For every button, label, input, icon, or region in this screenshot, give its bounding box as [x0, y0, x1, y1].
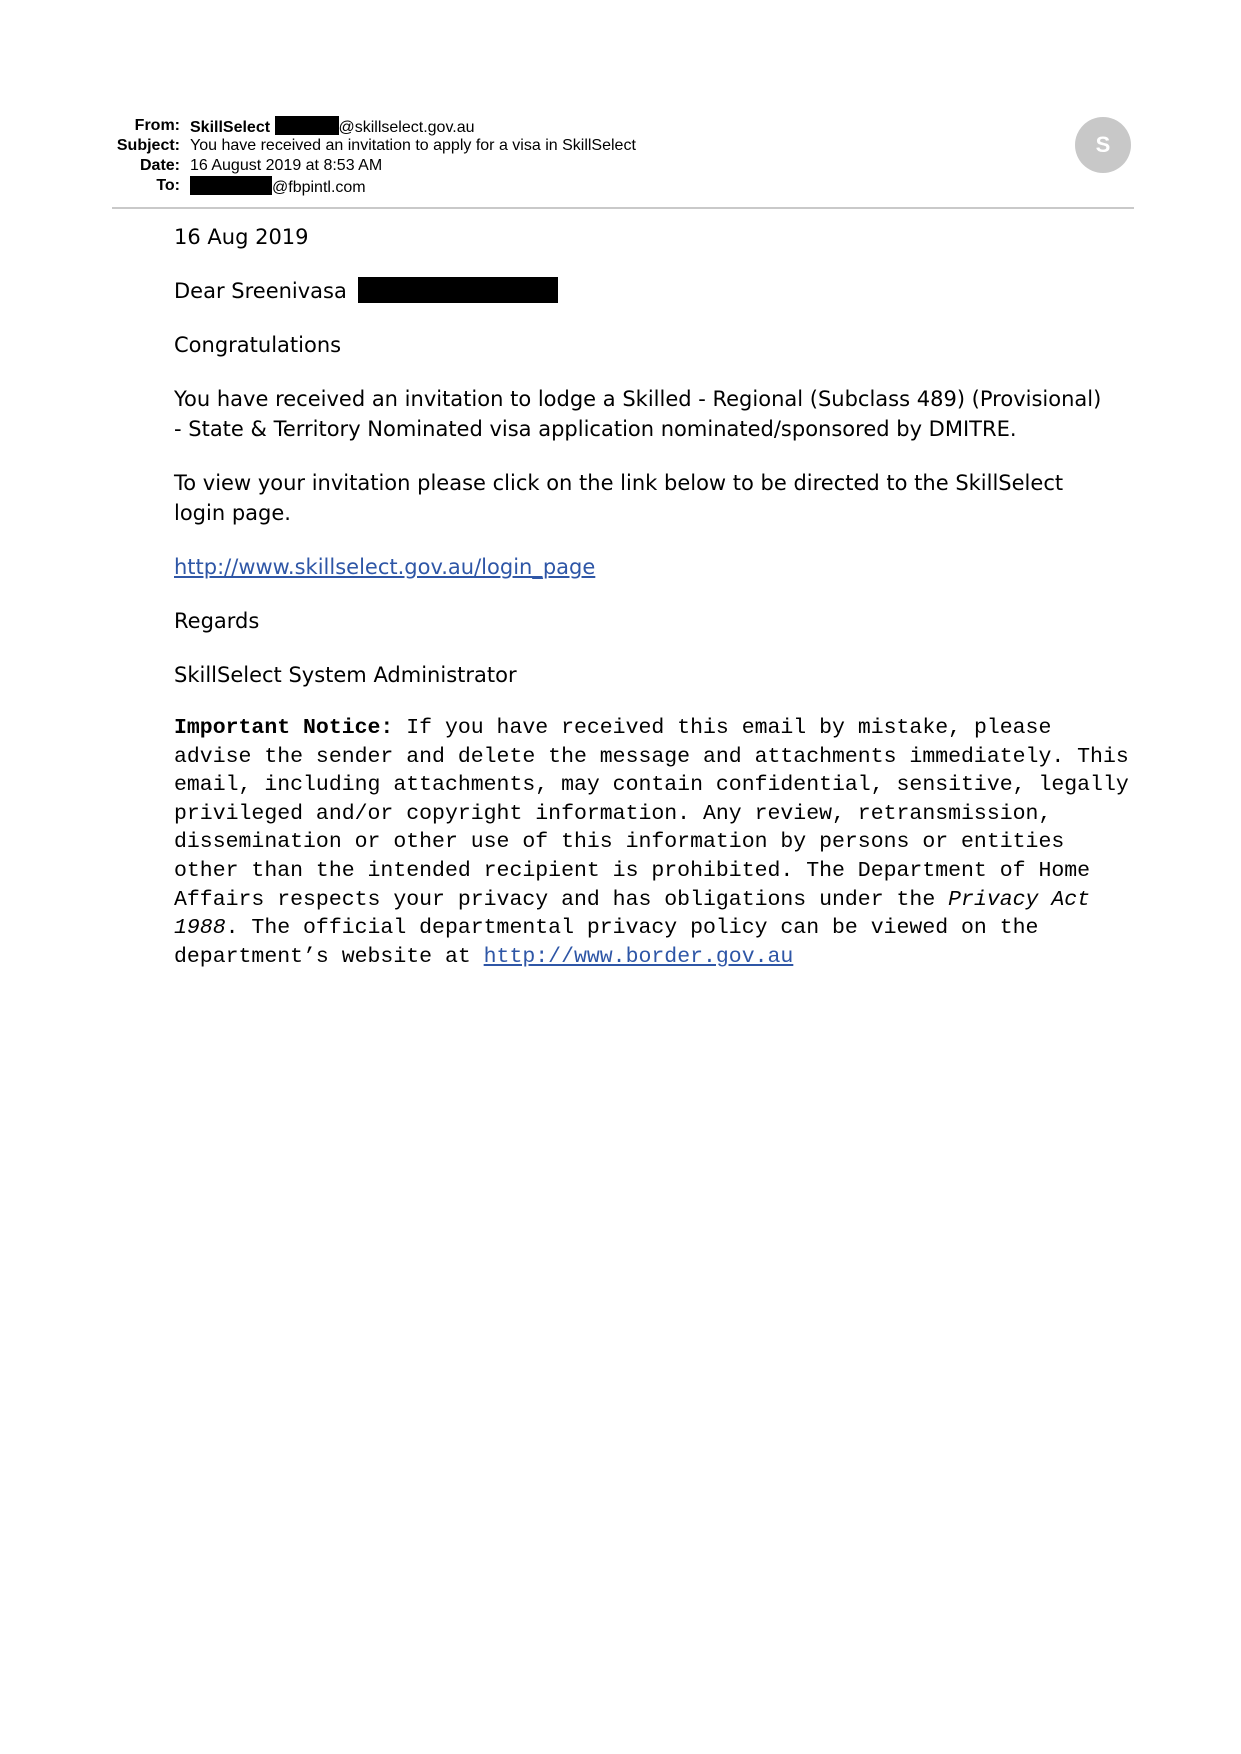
- from-label: From:: [134, 117, 180, 134]
- from-domain: @skillselect.gov.au: [338, 119, 475, 136]
- email-body: [174, 222, 1129, 971]
- to-label: To:: [156, 177, 180, 194]
- notice-text-2: . The official departmental privacy policy can be viewed on the department’s website at: [174, 916, 1039, 969]
- header-divider: [112, 207, 1134, 209]
- login-link[interactable]: http://www.skillselect.gov.au/login_page: [174, 555, 596, 579]
- from-value[interactable]: [190, 116, 475, 138]
- signature-text: SkillSelect System Administrator: [174, 663, 517, 687]
- to-domain: @fbpintl.com: [272, 179, 366, 196]
- important-notice: [174, 714, 1134, 971]
- from-name: SkillSelect: [190, 119, 271, 136]
- to-value[interactable]: [190, 176, 366, 198]
- redaction-box: [275, 116, 339, 135]
- subject-value: You have received an invitation to apply for a visa in SkillSelect: [190, 137, 636, 154]
- redaction-box: [358, 277, 558, 303]
- from-row: [0, 116, 900, 136]
- greeting: [174, 276, 1114, 306]
- privacy-act-name: Privacy Act 1988: [174, 887, 1091, 941]
- regards-text: Regards: [174, 609, 260, 633]
- congratulations-text: Congratulations: [174, 333, 342, 357]
- email-header: [0, 0, 1241, 210]
- subject-label: Subject:: [116, 137, 180, 154]
- notice-label: Important Notice:: [174, 716, 394, 740]
- border-link[interactable]: http://www.border.gov.au: [483, 944, 794, 969]
- sender-avatar: S: [1075, 117, 1131, 173]
- instruction-paragraph: To view your invitation please click on the link below to be directed to the SkillSelect login page.: [174, 471, 1064, 525]
- redaction-box: [190, 176, 272, 195]
- message-date: 16 Aug 2019: [174, 225, 309, 249]
- subject-row: [0, 136, 900, 156]
- invitation-paragraph: You have received an invitation to lodge a Skilled - Regional (Subclass 489) (Provisional) - State & Territory Nominated visa application nominated/sponsored by DMITRE.: [174, 387, 1102, 441]
- greeting-text: Dear Sreenivasa: [174, 279, 347, 303]
- notice-text-1: If you have received this email by mistake, please advise the sender and delete the message and attachments immediately. This email, including attachments, may contain confidential, sensitive, legally privileged and/or copyright information. Any review, retransmission, dissemination or other use of this information by persons or entities other than the intended recipient is prohibited. The Department of Home Affairs respects your privacy and has obligations under the: [174, 716, 1129, 912]
- date-row: [0, 156, 900, 176]
- to-row: [0, 176, 900, 196]
- date-value: 16 August 2019 at 8:53 AM: [190, 157, 383, 174]
- date-label: Date:: [139, 157, 180, 174]
